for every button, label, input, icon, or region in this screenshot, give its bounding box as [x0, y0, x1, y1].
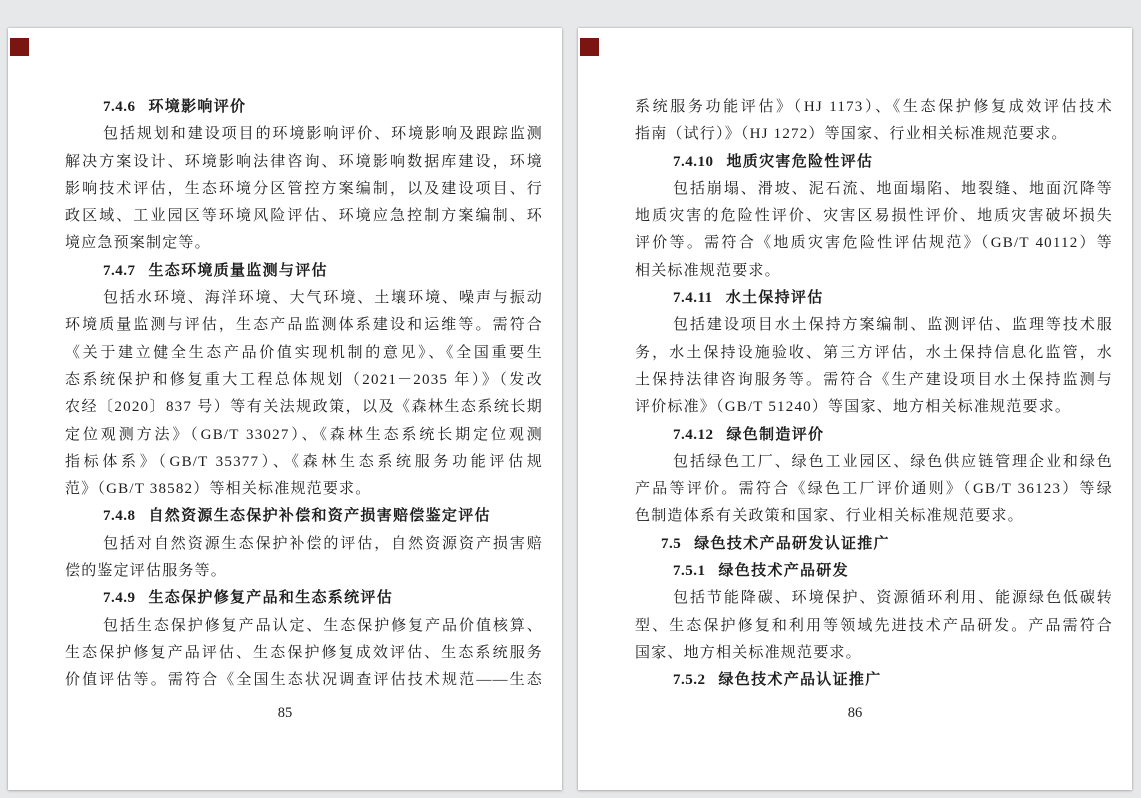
section-number: 7.5.1 [673, 563, 706, 580]
text-line: 包括崩塌、滑坡、泥石流、地面塌陷、地裂缝、地面沉降等 [673, 180, 1113, 197]
section-title: 绿色技术产品认证推广 [718, 672, 882, 689]
section-title: 生态保护修复产品和生态系统评估 [148, 590, 394, 607]
text-line: 农经〔2020〕837 号）等有关法规政策，以及《森林生态系统长期 [65, 399, 543, 416]
section-number: 7.4.6 [103, 99, 136, 115]
section-title: 水土保持评估 [725, 290, 824, 307]
section-heading [635, 558, 1113, 585]
section-number: 7.5.2 [673, 672, 706, 689]
text-line: 务，水土保持设施验收、第三方评估，水土保持信息化监管，水 [635, 344, 1113, 361]
section-title: 自然资源生态保护补偿和资产损害赔偿鉴定评估 [148, 508, 491, 525]
text-line: 包括节能降碳、环境保护、资源循环利用、能源绿色低碳转 [673, 590, 1113, 607]
section-title: 环境影响评价 [148, 99, 247, 115]
section-number: 7.4.11 [673, 290, 713, 307]
text-line: 包括水环境、海洋环境、大气环境、土壤环境、噪声与振动 [103, 290, 543, 307]
text-line: 政区域、工业园区等环境风险评估、环境应急控制方案编制、环 [65, 208, 543, 225]
section-number: 7.4.8 [103, 508, 136, 525]
section-number: 7.5 [661, 535, 682, 552]
text-line: 评价等。需符合《地质灾害危险性评估规范》（GB/T 40112）等 [635, 235, 1113, 252]
section-number: 7.4.9 [103, 590, 136, 607]
text-line: 指南（试行）》（HJ 1272）等国家、行业相关标准规范要求。 [635, 126, 1068, 143]
page-number: 86 [847, 705, 863, 721]
section-heading [635, 149, 1113, 176]
page-text [635, 94, 1113, 695]
text-line: 《关于建立健全生态产品价值实现机制的意见》、《全国重要生 [65, 344, 543, 361]
text-line: 环境质量监测与评估，生态产品监测体系建设和运维等。需符合 [65, 317, 543, 334]
section-heading [635, 422, 1113, 449]
page-text [65, 94, 543, 695]
text-line: 包括对自然资源生态保护补偿的评估，自然资源资产损害赔 [103, 535, 543, 552]
page-number: 85 [277, 705, 293, 721]
section-heading [635, 285, 1113, 312]
section-number: 7.4.12 [673, 426, 714, 443]
section-title: 生态环境质量监测与评估 [148, 262, 328, 279]
text-line: 包括规划和建设项目的环境影响评价、环境影响及跟踪监测 [103, 126, 543, 143]
text-line: 土保持法律咨询服务等。需符合《生产建设项目水土保持监测与 [635, 371, 1113, 388]
text-line: 国家、地方相关标准规范要求。 [635, 644, 862, 661]
text-line: 态系统保护和修复重大工程总体规划（2021－2035 年）》（发改 [65, 371, 543, 388]
text-line: 产品等评价。需符合《绿色工厂评价通则》（GB/T 36123）等绿 [635, 481, 1113, 498]
section-heading [65, 94, 543, 121]
section-title: 绿色技术产品研发认证推广 [694, 535, 890, 552]
section-number: 7.4.10 [673, 153, 714, 170]
section-heading [635, 531, 1113, 558]
text-line: 范》（GB/T 38582）等相关标准规范要求。 [65, 481, 372, 498]
section-title: 绿色制造评价 [726, 426, 825, 443]
section-heading [65, 585, 543, 612]
section-title: 地质灾害危险性评估 [726, 153, 874, 170]
red-stamp-icon [10, 38, 29, 56]
text-line: 相关标准规范要求。 [635, 262, 781, 279]
text-line: 系统服务功能评估》（HJ 1173）、《生态保护修复成效评估技术 [635, 99, 1113, 115]
section-heading [635, 667, 1113, 694]
document-page [578, 28, 1132, 790]
text-line: 价值评估等。需符合《全国生态状况调查评估技术规范——生态 [65, 672, 543, 689]
section-heading [65, 503, 543, 530]
section-number: 7.4.7 [103, 262, 136, 279]
document-page [8, 28, 562, 790]
text-line: 型、生态保护修复和利用等领域先进技术产品研发。产品需符合 [635, 617, 1113, 634]
text-line: 地质灾害的危险性评价、灾害区易损性评价、地质灾害破坏损失 [635, 208, 1113, 225]
text-line: 包括建设项目水土保持方案编制、监测评估、监理等技术服 [673, 317, 1113, 334]
text-line: 境应急预案制定等。 [65, 235, 211, 252]
text-line: 评价标准》（GB/T 51240）等国家、地方相关标准规范要求。 [635, 399, 1072, 416]
text-line: 定位观测方法》（GB/T 33027）、《森林生态系统长期定位观测 [65, 426, 543, 443]
text-line: 指标体系》（GB/T 35377）、《森林生态系统服务功能评估规 [65, 453, 543, 470]
text-line: 生态保护修复产品评估、生态保护修复成效评估、生态系统服务 [65, 644, 543, 661]
text-line: 包括绿色工厂、绿色工业园区、绿色供应链管理企业和绿色 [673, 453, 1113, 470]
text-line: 解决方案设计、环境影响法律咨询、环境影响数据库建设，环境 [65, 153, 543, 170]
text-line: 影响技术评估，生态环境分区管控方案编制，以及建设项目、行 [65, 180, 543, 197]
section-heading [65, 258, 543, 285]
red-stamp-icon [580, 38, 599, 56]
section-title: 绿色技术产品研发 [718, 563, 849, 580]
text-line: 色制造体系有关政策和国家、行业相关标准规范要求。 [635, 508, 1024, 525]
text-line: 偿的鉴定评估服务等。 [65, 563, 228, 580]
text-line: 包括生态保护修复产品认定、生态保护修复产品价值核算、 [103, 617, 543, 634]
